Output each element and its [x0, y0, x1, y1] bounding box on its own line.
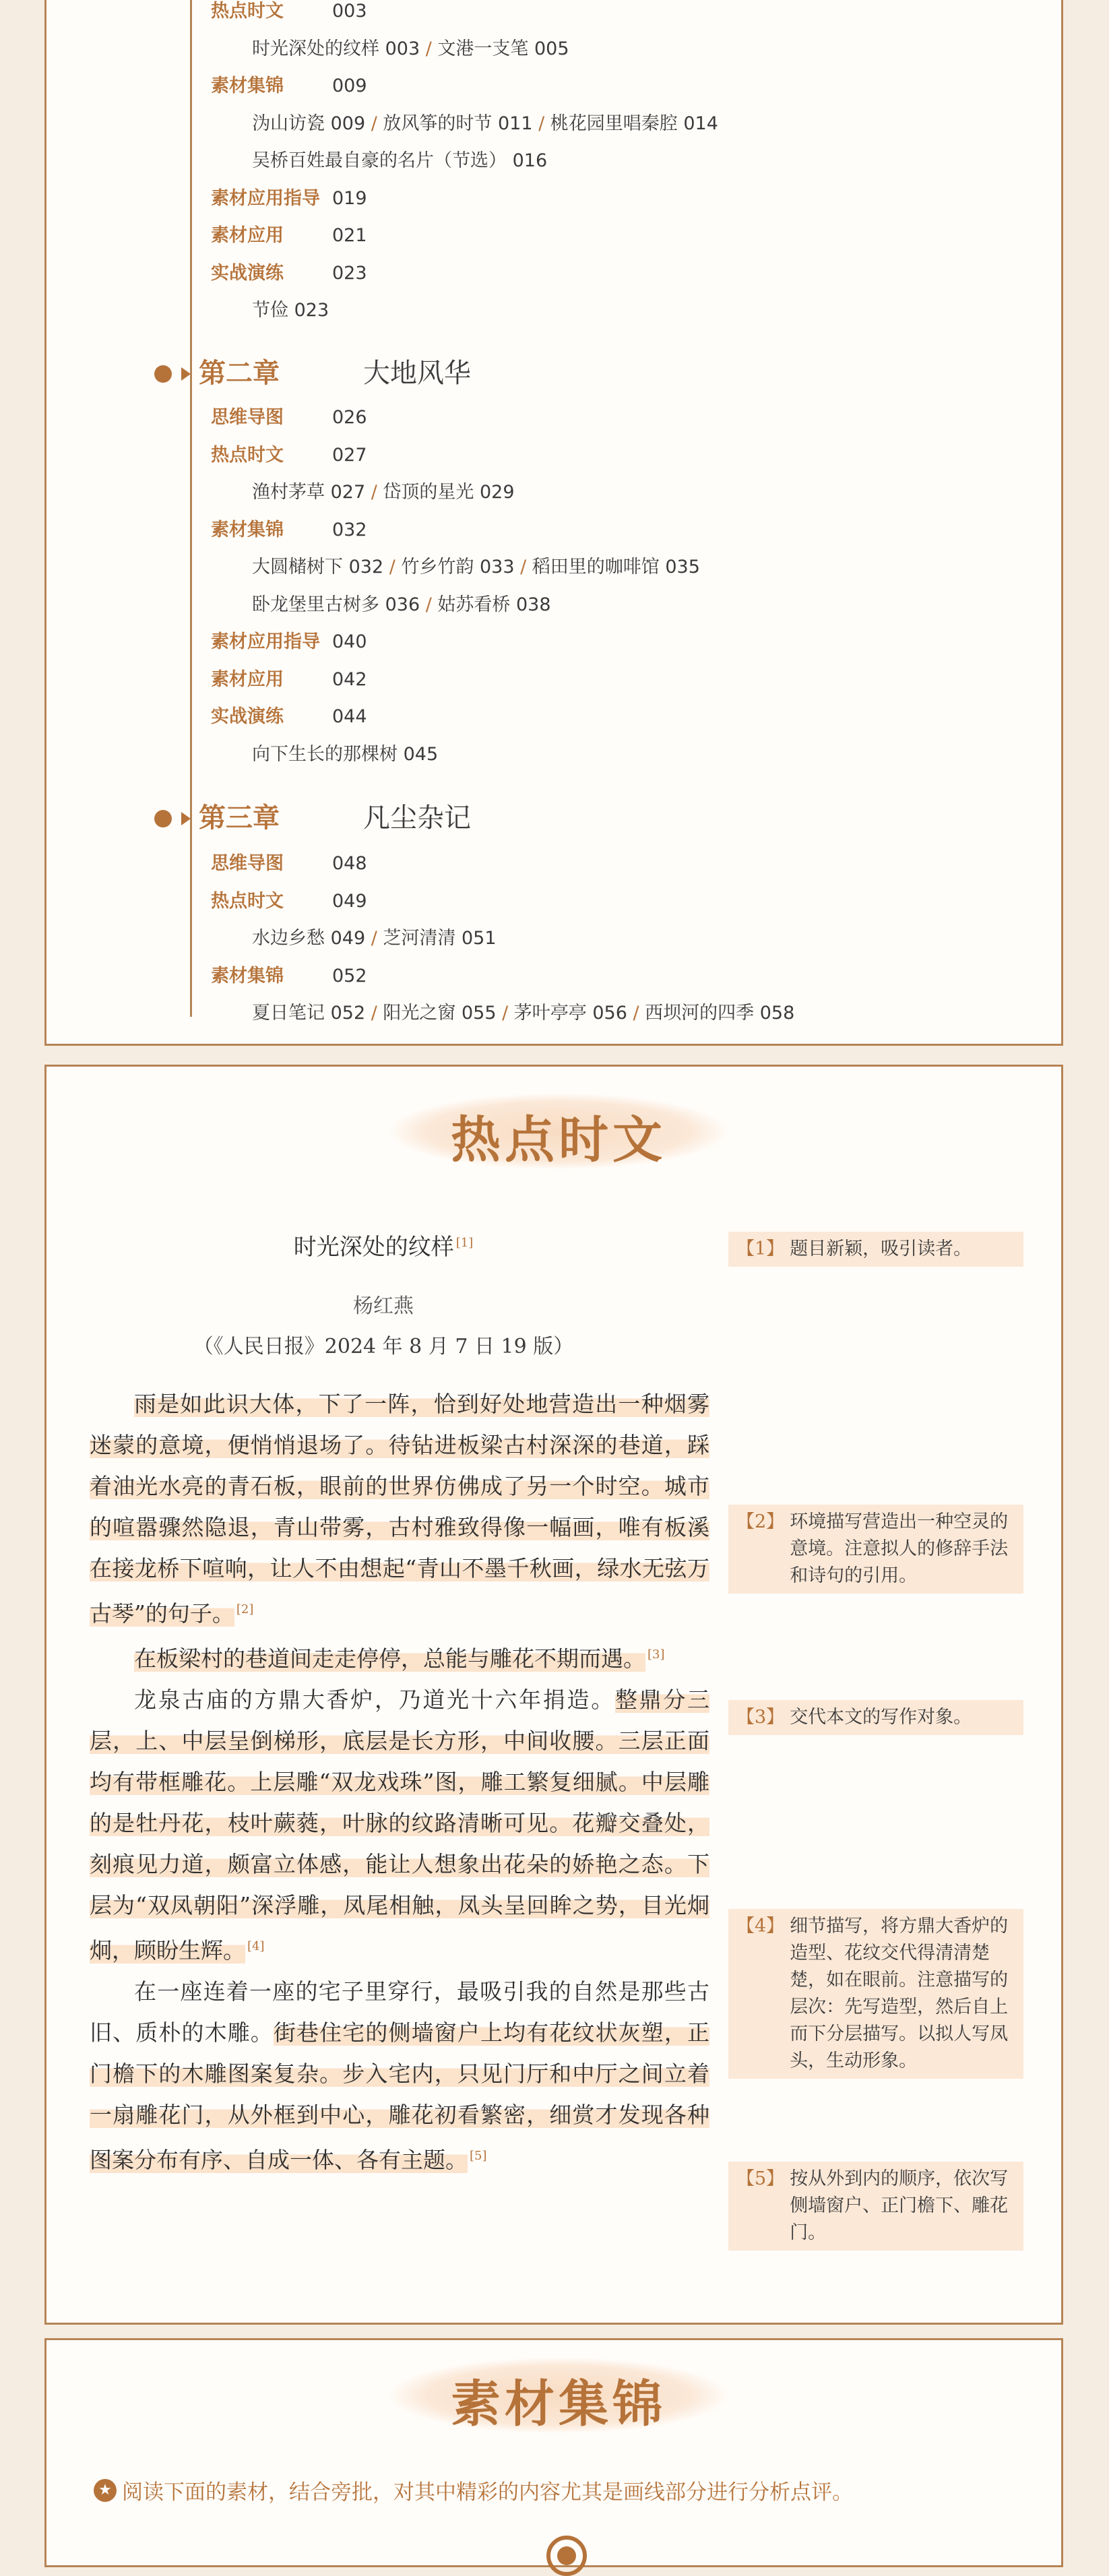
toc-page: 003	[332, 1, 367, 22]
toc-entry-title: 放风筝的时节	[383, 113, 493, 134]
highlighted-text: 整鼎分三层，上、中层呈倒梯形，底层是长方形，中间收腰。三层正面均有带框雕花。上层雕“双龙戏珠”图，雕工繁复细腻。中层雕的是牡丹花，枝叶蕨蕤，叶脉的纹路清晰可见。花瓣交叠处，刻痕见力道，颇富立体感，能让人想象出花朵的娇艳之态。下层为“双凤朝阳”深浮雕，凤尾相触，凤头呈回眸之势，目光炯炯，顾盼生辉。	[90, 1687, 710, 1964]
toc-item	[211, 406, 367, 430]
toc-item	[211, 630, 367, 654]
note-number: 【1】	[736, 1238, 785, 1259]
toc-category: 实战演练	[211, 262, 284, 284]
toc-category: 素材应用指导	[211, 631, 320, 652]
toc-subitems	[252, 743, 438, 767]
chapter-number: 第三章	[199, 803, 280, 834]
toc-entry-page: 029	[474, 482, 515, 503]
toc-subitems	[252, 1001, 794, 1026]
toc-subitems	[252, 299, 329, 323]
separator: /	[383, 557, 402, 577]
toc-entry-page: 027	[325, 482, 366, 503]
toc-entry-page: 058	[754, 1003, 795, 1024]
toc-entry-page: 014	[677, 113, 718, 134]
toc-item	[211, 0, 367, 24]
highlighted-text: 街巷住宅的侧墙窗户上均有花纹状灰塑，正门檐下的木雕图案复杂。步入宅内，只见门厅和中厅之间立着一扇雕花门，从外框到中心，雕花初看繁密，细赏才发现各种图案分布有序、自成一体、各有主题。	[90, 2019, 710, 2173]
toc-item	[211, 518, 367, 542]
toc-item	[211, 443, 367, 468]
separator: /	[627, 1003, 645, 1024]
toc-entry-title: 芝河清清	[383, 928, 456, 949]
side-note	[728, 1700, 1023, 1735]
toc-entry-title: 夏日笔记	[252, 1003, 325, 1024]
note-text: 环境描写营造出一种空灵的意境。注意拟人的修辞手法和诗句的引用。	[790, 1511, 1009, 1586]
toc-category: 热点时文	[211, 890, 284, 912]
toc-category: 素材集锦	[211, 75, 284, 96]
toc-entry-page: 005	[528, 38, 569, 59]
instruction: ★ 阅读下面的素材，结合旁批，对其中精彩的内容尤其是画线部分进行分析点评。	[94, 2475, 853, 2505]
toc-category: 思维导图	[211, 407, 284, 428]
note-mark: [4]	[247, 1939, 265, 1953]
separator: /	[365, 928, 383, 949]
toc-item	[211, 889, 367, 914]
toc-entry-title: 水边乡愁	[252, 928, 325, 949]
toc-category: 素材应用	[211, 225, 284, 246]
toc-entry-page: 055	[455, 1003, 497, 1024]
toc-page: 019	[332, 187, 367, 209]
toc-entry-page: 023	[288, 300, 329, 321]
paragraph-text: 龙泉古庙的方鼎大香炉，乃道光十六年捐造。	[134, 1687, 615, 1713]
note-text: 题目新颖，吸引读者。	[790, 1238, 972, 1259]
toc-subitems	[252, 112, 718, 136]
highlighted-text: 在板梁村的巷道间走走停停，总能与雕花不期而遇。	[134, 1645, 645, 1672]
toc-page: 027	[332, 444, 367, 466]
side-note	[728, 1232, 1023, 1267]
toc-item	[211, 668, 367, 692]
bullet-dot-icon	[154, 810, 172, 827]
toc-subitems	[252, 480, 515, 505]
toc-category: 素材应用指导	[211, 187, 320, 209]
toc-category: 素材应用	[211, 668, 284, 690]
toc-page: 044	[332, 706, 367, 727]
toc-entry-title: 岱顶的星光	[383, 482, 474, 503]
note-text: 细节描写，将方鼎大香炉的造型、花纹交代得清清楚楚，如在眼前。注意描写的层次：先写造型，然后自上而下分层描写。以拟人写凤头，生动形象。	[790, 1916, 1009, 2071]
article-paragraph	[90, 1383, 709, 1634]
separator: /	[532, 113, 550, 134]
material-panel	[44, 2338, 1063, 2567]
toc-item	[211, 964, 367, 988]
chapter-number: 第二章	[199, 358, 280, 389]
separator: /	[496, 1003, 514, 1024]
table-of-contents	[44, 0, 1063, 1046]
toc-entry-title: 阳光之窗	[383, 1003, 456, 1024]
toc-entry-title: 沩山访瓷	[252, 113, 325, 134]
toc-item	[211, 74, 367, 98]
chapter-title: 凡尘杂记	[363, 803, 471, 834]
toc-entry-page: 003	[379, 38, 420, 59]
toc-entry-title: 向下生长的那棵树	[252, 743, 398, 765]
section-banner	[390, 2358, 727, 2433]
note-text: 交代本文的写作对象。	[790, 1707, 972, 1728]
separator: /	[365, 113, 383, 134]
toc-page: 040	[332, 631, 367, 652]
article-paragraph	[90, 1634, 709, 1679]
toc-item	[211, 852, 367, 876]
star-icon: ★	[94, 2479, 117, 2502]
banner-title: 热点时文	[451, 1111, 666, 1169]
toc-page: 023	[332, 262, 367, 284]
toc-page: 009	[332, 75, 367, 96]
note-number: 【5】	[736, 2168, 785, 2189]
bullet-dot-icon	[154, 365, 172, 383]
triangle-icon	[181, 812, 191, 825]
separator: /	[420, 38, 438, 59]
toc-page: 032	[332, 519, 367, 540]
toc-entry-title: 文港一支笔	[437, 38, 529, 59]
toc-page: 052	[332, 965, 367, 986]
chapter-title: 大地风华	[363, 358, 471, 389]
banner-title: 素材集锦	[451, 2375, 666, 2433]
toc-entry-page: 032	[343, 557, 384, 577]
section-banner	[390, 1094, 727, 1169]
toc-category: 实战演练	[211, 706, 284, 727]
toc-category: 热点时文	[211, 444, 284, 466]
toc-subitems	[252, 593, 551, 617]
toc-entry-title: 渔村茅草	[252, 482, 325, 503]
article-source: （《人民日报》2024 年 8 月 7 日 19 版）	[193, 1335, 574, 1358]
note-number: 【2】	[736, 1511, 785, 1532]
article-body	[90, 1383, 709, 2180]
article-paragraph	[90, 1679, 709, 1971]
highlighted-text: 雨是如此识大体，下了一阵，恰到好处地营造出一种烟雾迷蒙的意境，便悄悄退场了。待钻进板梁古村深深的巷道，踩着油光水亮的青石板，眼前的世界仿佛成了另一个时空。城市的喧嚣骤然隐退，青山带雾，古村雅致得像一幅画，唯有板溪在接龙桥下喧响，让人不由想起“青山不墨千秋画，绿水无弦万古琴”的句子。	[90, 1391, 709, 1627]
toc-subitems	[252, 926, 497, 951]
toc-category: 素材集锦	[211, 965, 284, 986]
toc-item	[211, 187, 367, 211]
decoration-icon	[546, 2536, 587, 2576]
toc-entry-page: 056	[586, 1003, 627, 1024]
toc-item	[211, 224, 367, 248]
note-mark: [2]	[236, 1602, 254, 1616]
toc-subitems	[252, 149, 547, 173]
note-number: 【4】	[736, 1916, 785, 1937]
toc-page: 049	[332, 890, 367, 912]
toc-entry-title: 西坝河的四季	[645, 1003, 755, 1024]
toc-entry-page: 036	[379, 594, 420, 615]
article-paragraph	[90, 1971, 709, 2180]
toc-subitems	[252, 555, 700, 579]
toc-entry-page: 011	[492, 113, 533, 134]
toc-category: 素材集锦	[211, 519, 284, 540]
article-panel	[44, 1065, 1063, 2325]
note-number: 【3】	[736, 1707, 785, 1728]
article-author: 杨红燕	[353, 1294, 414, 1318]
toc-entry-title: 大圆槠树下	[252, 557, 343, 577]
toc-entry-page: 051	[455, 928, 497, 949]
article-title: 时光深处的纹样 [1]	[293, 1234, 474, 1261]
toc-entry-title: 卧龙堡里古树多	[252, 594, 379, 615]
toc-entry-page: 045	[398, 743, 439, 765]
toc-entry-page: 049	[325, 928, 366, 949]
toc-entry-page: 016	[507, 150, 548, 171]
separator: /	[420, 594, 438, 615]
toc-entry-title: 桃花园里唱秦腔	[550, 113, 678, 134]
toc-entry-title: 节俭	[252, 300, 288, 321]
toc-entry-title: 竹乡竹韵	[401, 557, 474, 577]
toc-entry-page: 038	[510, 594, 551, 615]
toc-page: 048	[332, 853, 367, 874]
toc-category: 思维导图	[211, 853, 284, 874]
paragraph-text: 在一座连着一座的宅子里穿行，最吸引我的自然是那些古旧、质朴的木雕。	[90, 1978, 709, 2046]
toc-entry-page: 009	[325, 113, 366, 134]
triangle-icon	[181, 367, 191, 381]
toc-page: 021	[332, 225, 367, 246]
note-mark: [3]	[647, 1647, 665, 1662]
toc-item	[211, 261, 367, 286]
note-mark: [1]	[455, 1235, 474, 1250]
toc-entry-title: 吴桥百姓最自豪的名片（节选）	[252, 150, 507, 171]
toc-entry-title: 姑苏看桥	[437, 594, 511, 615]
toc-page: 026	[332, 407, 367, 428]
toc-entry-title: 茅叶亭亭	[513, 1003, 587, 1024]
note-mark: [5]	[470, 2149, 487, 2163]
toc-entry-title: 稻田里的咖啡馆	[532, 557, 660, 577]
side-note	[728, 2162, 1023, 2251]
separator: /	[514, 557, 532, 577]
note-text: 按从外到内的顺序，依次写侧墙窗户、正门檐下、雕花门。	[790, 2168, 1009, 2243]
toc-page: 042	[332, 668, 367, 690]
toc-entry-page: 052	[325, 1003, 366, 1024]
separator: /	[365, 482, 383, 503]
toc-timeline	[190, 0, 192, 1017]
toc-item	[211, 705, 367, 729]
side-note	[728, 1505, 1023, 1594]
toc-entry-title: 时光深处的纹样	[252, 38, 379, 59]
toc-subitems	[252, 37, 569, 61]
toc-entry-page: 033	[474, 557, 515, 577]
side-note	[728, 1909, 1023, 2079]
toc-entry-page: 035	[659, 557, 700, 577]
toc-category: 热点时文	[211, 1, 284, 22]
separator: /	[365, 1003, 383, 1024]
